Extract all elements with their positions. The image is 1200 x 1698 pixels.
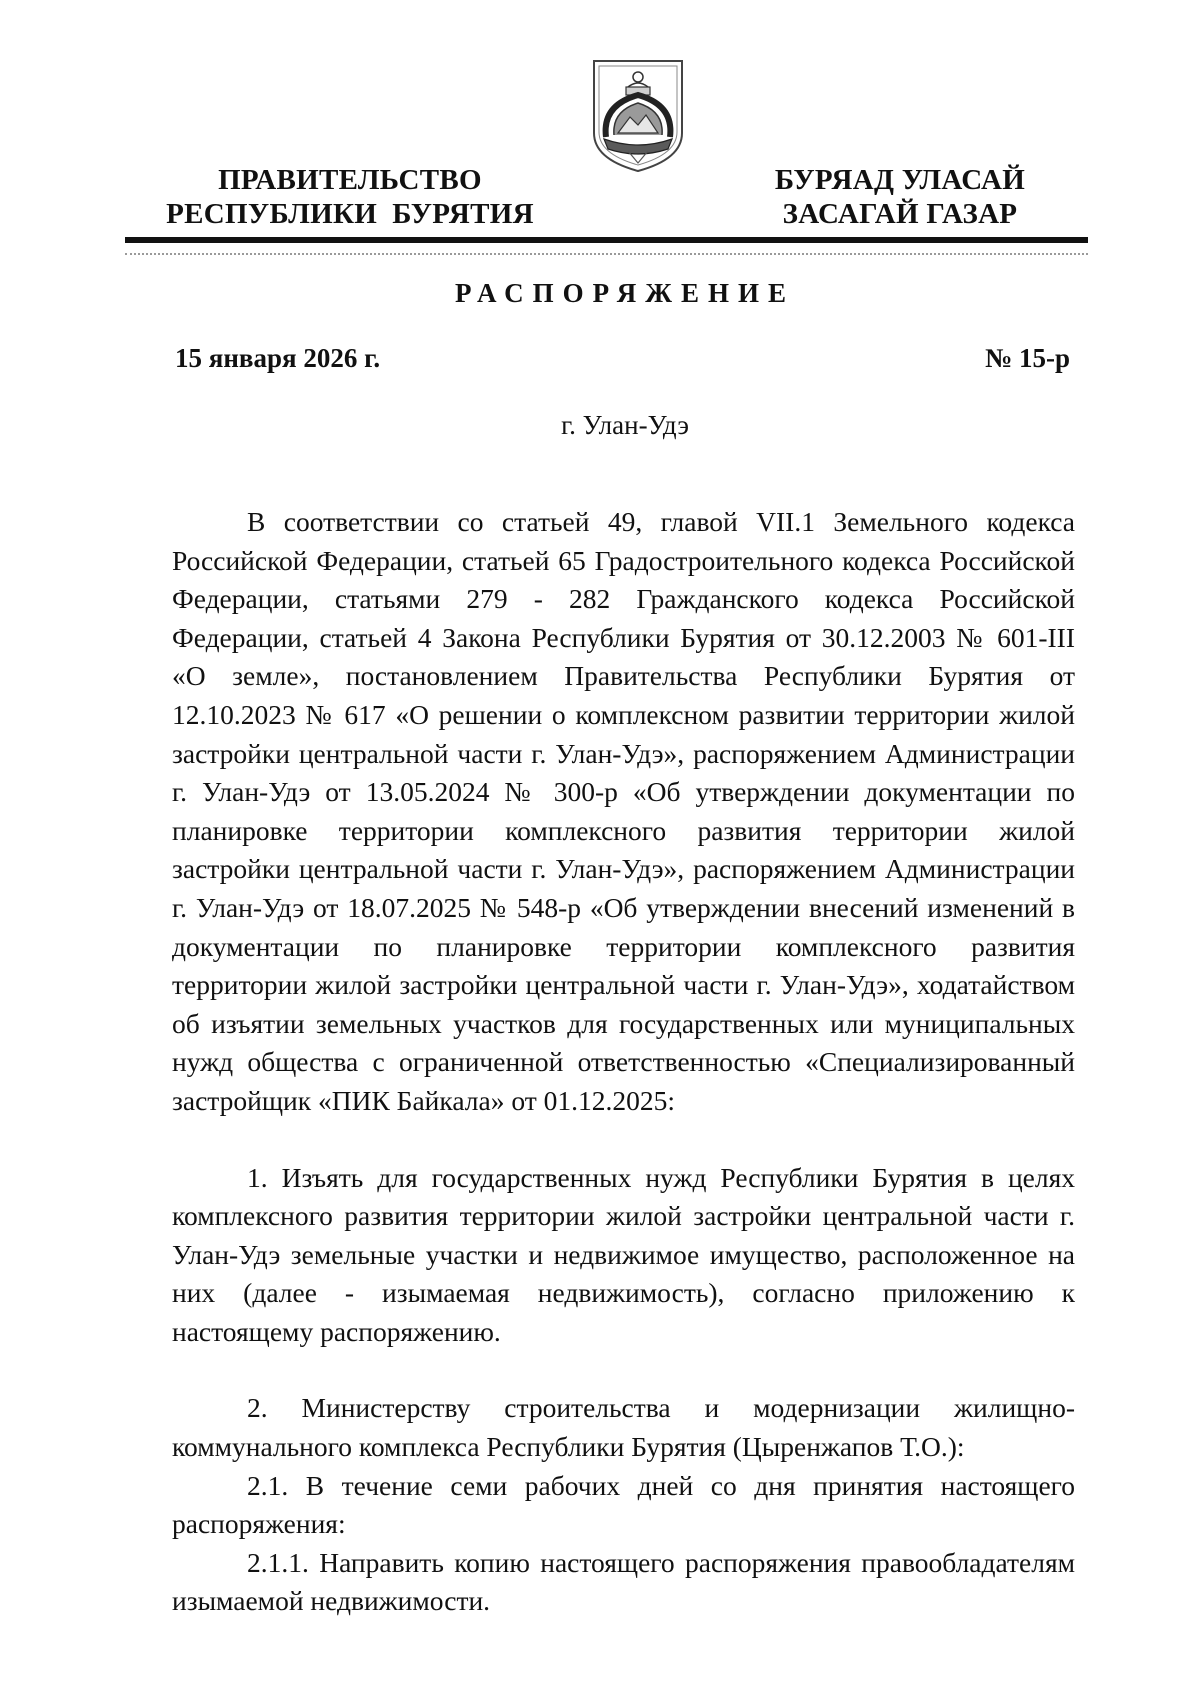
- org-name-russian: [150, 163, 550, 231]
- header-divider-dotted: [125, 253, 1088, 255]
- org-name-russian-line2: РЕСПУБЛИКИ БУРЯТИЯ: [166, 198, 534, 230]
- org-name-buryat: [730, 163, 1070, 231]
- document-date: 15 января 2026 г.: [175, 343, 381, 373]
- item-2-1-paragraph: 2.1. В течение семи рабочих дней со дня принятия настоящего распоряжения:: [172, 1469, 1075, 1540]
- item-2-1-1-paragraph: 2.1.1. Направить копию настоящего распоряжения правообладателям изымаемой недвижимости.: [172, 1546, 1075, 1617]
- header-divider-thick: [125, 237, 1088, 243]
- org-name-buryat-line1: БУРЯАД УЛАСАЙ: [774, 164, 1026, 196]
- document-body: [172, 503, 1075, 1621]
- org-name-buryat-line2: ЗАСАГАЙ ГАЗАР: [782, 198, 1018, 230]
- item-1-paragraph: 1. Изъять для государственных нужд Республики Бурятия в целях комплексного развития территории жилой застройки центральной части г. Улан-Удэ земельные участки и недвижимое имущество, расположенное на них (далее - изымаемая недвижимость), согласно приложению к настоящему распоряжению.: [172, 1161, 1075, 1347]
- document-type-title: РАСПОРЯЖЕНИЕ: [454, 278, 796, 308]
- document-number: № 15-р: [985, 343, 1070, 373]
- item-2-paragraph: 2. Министерству строительства и модернизации жилищно-коммунального комплекса Республики Бурятия (Цыренжапов Т.О.):: [172, 1392, 1075, 1463]
- preamble-paragraph: В соответствии со статьей 49, главой VII.1 Земельного кодекса Российской Федерации, статьей 65 Градостроительного кодекса Российской Федерации, статьями 279 - 282 Гражданского кодекса Российской Федерации, статьей 4 Закона Республики Бурятия от 30.12.2003 № 601-III «О земле», постановлением Правительства Республики Бурятия от 12.10.2023 № 617 «О решении о комплексном развитии территории жилой застройки центральной части г. Улан-Удэ», распоряжением Администрации г. Улан-Удэ от 13.05.2024 № 300-р «Об утверждении документации по планировке территории комплексного развития территории жилой застройки центральной части г. Улан-Удэ», распоряжением Администрации г. Улан-Удэ от 18.07.2025 № 548-р «Об утверждении внесений изменений в документации по планировке территории комплексного развития территории жилой застройки центральной части г. Улан-Удэ», ходатайством об изъятии земельных участков для государственных или муниципальных нужд общества с ограниченной ответственностью «Специализированный застройщик «ПИК Байкала» от 01.12.2025:: [172, 506, 1075, 1116]
- org-name-russian-line1: ПРАВИТЕЛЬСТВО: [218, 164, 482, 196]
- document-city: г. Улан-Удэ: [561, 410, 689, 440]
- coat-of-arms-icon: [588, 55, 688, 175]
